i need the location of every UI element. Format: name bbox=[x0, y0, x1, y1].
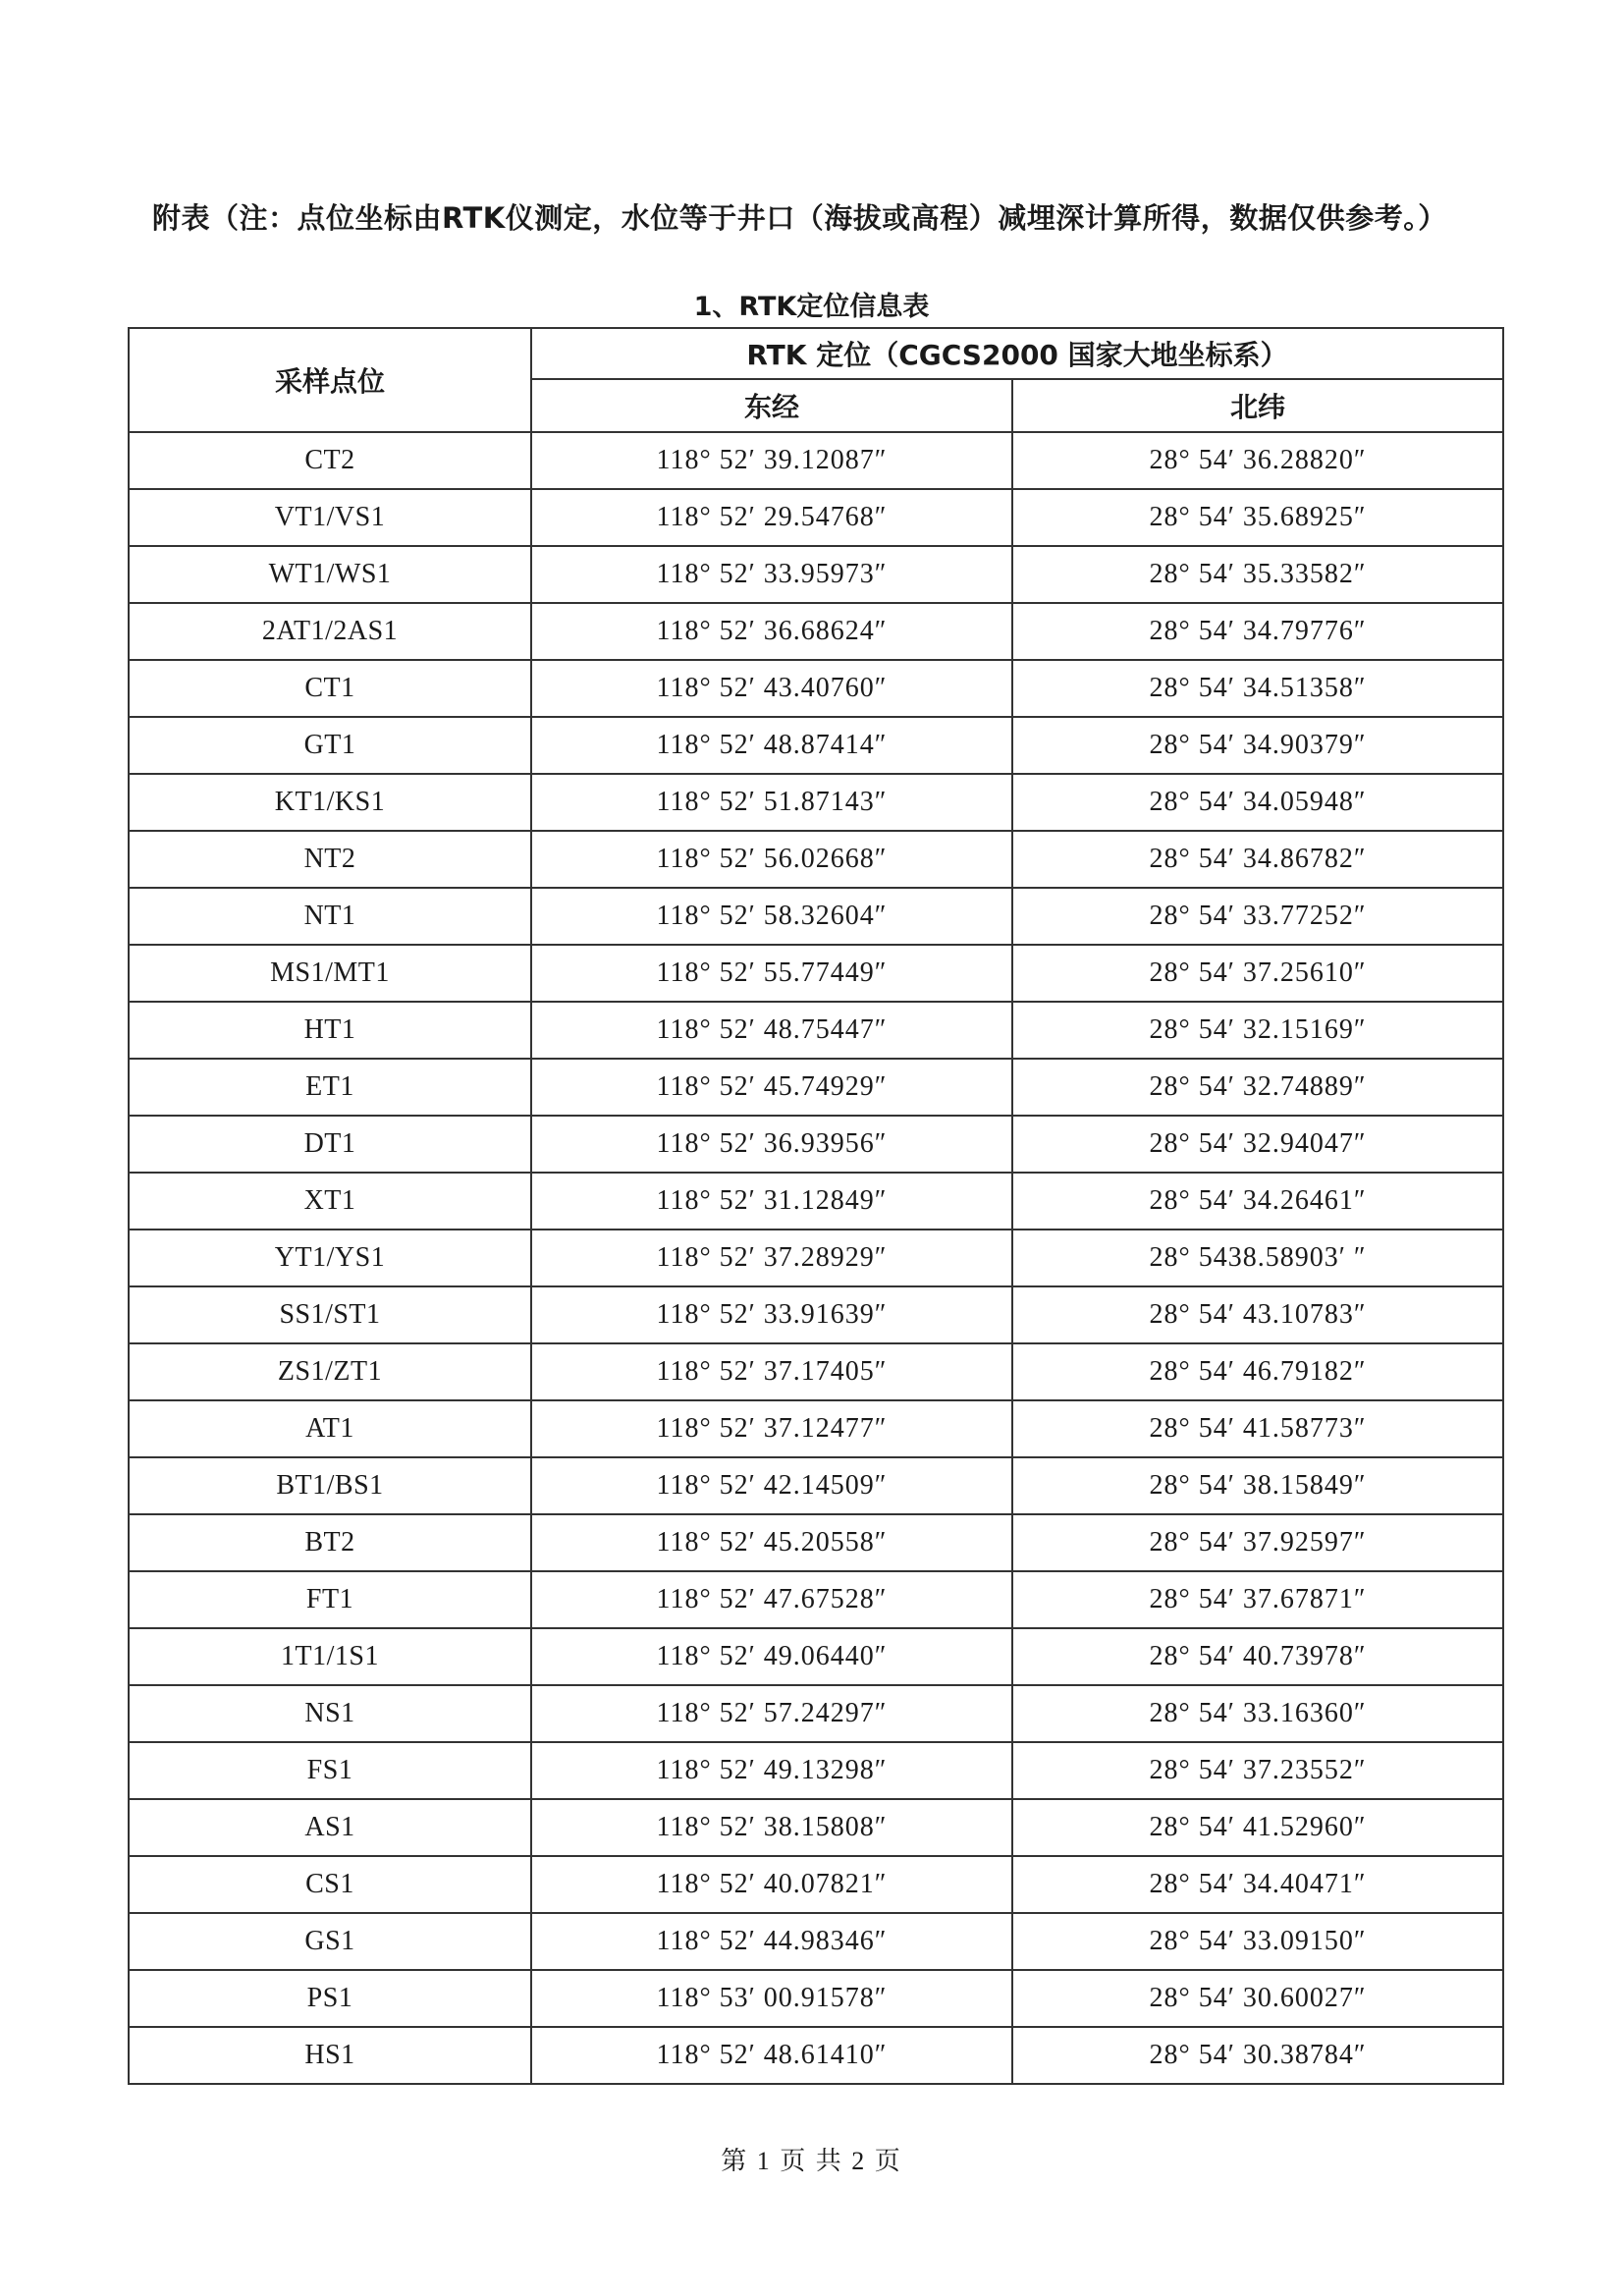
point-cell: NT2 bbox=[129, 831, 531, 888]
table-row bbox=[129, 831, 1503, 888]
table-row bbox=[129, 1002, 1503, 1059]
table-row bbox=[129, 1913, 1503, 1970]
point-cell: BT2 bbox=[129, 1514, 531, 1571]
north-latitude-cell: 28° 54′ 43.10783″ bbox=[1012, 1286, 1503, 1343]
point-cell: CT1 bbox=[129, 660, 531, 717]
north-latitude-cell: 28° 54′ 32.94047″ bbox=[1012, 1116, 1503, 1173]
point-cell: MS1/MT1 bbox=[129, 945, 531, 1002]
east-longitude-cell: 118° 52′ 58.32604″ bbox=[531, 888, 1012, 945]
north-latitude-cell: 28° 54′ 46.79182″ bbox=[1012, 1343, 1503, 1400]
table-row bbox=[129, 888, 1503, 945]
north-latitude-cell: 28° 54′ 37.23552″ bbox=[1012, 1742, 1503, 1799]
north-latitude-cell: 28° 54′ 34.79776″ bbox=[1012, 603, 1503, 660]
point-cell: NT1 bbox=[129, 888, 531, 945]
north-latitude-cell: 28° 54′ 41.52960″ bbox=[1012, 1799, 1503, 1856]
table-row bbox=[129, 1230, 1503, 1286]
east-longitude-cell: 118° 52′ 37.12477″ bbox=[531, 1400, 1012, 1457]
north-latitude-cell: 28° 54′ 36.28820″ bbox=[1012, 432, 1503, 489]
point-cell: HS1 bbox=[129, 2027, 531, 2084]
point-cell: KT1/KS1 bbox=[129, 774, 531, 831]
table-header-row bbox=[129, 328, 1503, 379]
table-row bbox=[129, 774, 1503, 831]
north-latitude-cell: 28° 54′ 30.60027″ bbox=[1012, 1970, 1503, 2027]
east-longitude-cell: 118° 52′ 37.28929″ bbox=[531, 1230, 1012, 1286]
page-footer: 第 1 页 共 2 页 bbox=[721, 2147, 902, 2175]
east-longitude-cell: 118° 52′ 49.06440″ bbox=[531, 1628, 1012, 1685]
point-cell: DT1 bbox=[129, 1116, 531, 1173]
north-latitude-cell: 28° 54′ 34.05948″ bbox=[1012, 774, 1503, 831]
east-longitude-cell: 118° 52′ 57.24297″ bbox=[531, 1685, 1012, 1742]
point-cell: WT1/WS1 bbox=[129, 546, 531, 603]
east-longitude-cell: 118° 52′ 47.67528″ bbox=[531, 1571, 1012, 1628]
header-rtk: RTK 定位（CGCS2000 国家大地坐标系） bbox=[531, 328, 1503, 379]
north-latitude-cell: 28° 54′ 40.73978″ bbox=[1012, 1628, 1503, 1685]
point-cell: 1T1/1S1 bbox=[129, 1628, 531, 1685]
east-longitude-cell: 118° 52′ 33.91639″ bbox=[531, 1286, 1012, 1343]
point-cell: FS1 bbox=[129, 1742, 531, 1799]
north-latitude-cell: 28° 54′ 33.77252″ bbox=[1012, 888, 1503, 945]
point-cell: SS1/ST1 bbox=[129, 1286, 531, 1343]
point-cell: CS1 bbox=[129, 1856, 531, 1913]
table-row bbox=[129, 1856, 1503, 1913]
table-row bbox=[129, 1173, 1503, 1230]
east-longitude-cell: 118° 52′ 48.61410″ bbox=[531, 2027, 1012, 2084]
north-latitude-cell: 28° 54′ 32.74889″ bbox=[1012, 1059, 1503, 1116]
point-cell: XT1 bbox=[129, 1173, 531, 1230]
table-row bbox=[129, 1400, 1503, 1457]
header-north: 北纬 bbox=[1012, 379, 1503, 432]
table-row bbox=[129, 1571, 1503, 1628]
table-row bbox=[129, 1343, 1503, 1400]
east-longitude-cell: 118° 52′ 44.98346″ bbox=[531, 1913, 1012, 1970]
east-longitude-cell: 118° 52′ 40.07821″ bbox=[531, 1856, 1012, 1913]
rtk-table bbox=[128, 327, 1504, 2085]
north-latitude-cell: 28° 54′ 34.90379″ bbox=[1012, 717, 1503, 774]
table-row bbox=[129, 1116, 1503, 1173]
north-latitude-cell: 28° 54′ 37.67871″ bbox=[1012, 1571, 1503, 1628]
table-row bbox=[129, 660, 1503, 717]
north-latitude-cell: 28° 54′ 38.15849″ bbox=[1012, 1457, 1503, 1514]
point-cell: HT1 bbox=[129, 1002, 531, 1059]
table-row bbox=[129, 546, 1503, 603]
point-cell: YT1/YS1 bbox=[129, 1230, 531, 1286]
table-row bbox=[129, 489, 1503, 546]
east-longitude-cell: 118° 52′ 45.20558″ bbox=[531, 1514, 1012, 1571]
east-longitude-cell: 118° 52′ 56.02668″ bbox=[531, 831, 1012, 888]
east-longitude-cell: 118° 52′ 49.13298″ bbox=[531, 1742, 1012, 1799]
point-cell: CT2 bbox=[129, 432, 531, 489]
north-latitude-cell: 28° 54′ 34.51358″ bbox=[1012, 660, 1503, 717]
north-latitude-cell: 28° 54′ 33.09150″ bbox=[1012, 1913, 1503, 1970]
east-longitude-cell: 118° 52′ 29.54768″ bbox=[531, 489, 1012, 546]
table-row bbox=[129, 1970, 1503, 2027]
point-cell: AT1 bbox=[129, 1400, 531, 1457]
point-cell: GS1 bbox=[129, 1913, 531, 1970]
east-longitude-cell: 118° 52′ 42.14509″ bbox=[531, 1457, 1012, 1514]
table-row bbox=[129, 717, 1503, 774]
north-latitude-cell: 28° 54′ 34.86782″ bbox=[1012, 831, 1503, 888]
east-longitude-cell: 118° 52′ 51.87143″ bbox=[531, 774, 1012, 831]
table-row bbox=[129, 1457, 1503, 1514]
point-cell: NS1 bbox=[129, 1685, 531, 1742]
table-row bbox=[129, 1799, 1503, 1856]
east-longitude-cell: 118° 52′ 48.87414″ bbox=[531, 717, 1012, 774]
point-cell: VT1/VS1 bbox=[129, 489, 531, 546]
east-longitude-cell: 118° 53′ 00.91578″ bbox=[531, 1970, 1012, 2027]
east-longitude-cell: 118° 52′ 37.17405″ bbox=[531, 1343, 1012, 1400]
east-longitude-cell: 118° 52′ 48.75447″ bbox=[531, 1002, 1012, 1059]
north-latitude-cell: 28° 54′ 35.68925″ bbox=[1012, 489, 1503, 546]
appendix-note: 附表（注：点位坐标由RTK仪测定，水位等于井口（海拔或高程）减埋深计算所得，数据仅供参考。） bbox=[152, 201, 1447, 235]
table-row bbox=[129, 1628, 1503, 1685]
north-latitude-cell: 28° 5438.58903′ ″ bbox=[1012, 1230, 1503, 1286]
table-row bbox=[129, 1742, 1503, 1799]
east-longitude-cell: 118° 52′ 55.77449″ bbox=[531, 945, 1012, 1002]
east-longitude-cell: 118° 52′ 36.68624″ bbox=[531, 603, 1012, 660]
header-point: 采样点位 bbox=[129, 328, 531, 432]
table-row bbox=[129, 1685, 1503, 1742]
north-latitude-cell: 28° 54′ 32.15169″ bbox=[1012, 1002, 1503, 1059]
east-longitude-cell: 118° 52′ 33.95973″ bbox=[531, 546, 1012, 603]
east-longitude-cell: 118° 52′ 45.74929″ bbox=[531, 1059, 1012, 1116]
table-row bbox=[129, 2027, 1503, 2084]
east-longitude-cell: 118° 52′ 36.93956″ bbox=[531, 1116, 1012, 1173]
north-latitude-cell: 28° 54′ 30.38784″ bbox=[1012, 2027, 1503, 2084]
table-row bbox=[129, 1514, 1503, 1571]
north-latitude-cell: 28° 54′ 37.25610″ bbox=[1012, 945, 1503, 1002]
point-cell: ET1 bbox=[129, 1059, 531, 1116]
header-east: 东经 bbox=[531, 379, 1012, 432]
north-latitude-cell: 28° 54′ 33.16360″ bbox=[1012, 1685, 1503, 1742]
table-row bbox=[129, 1059, 1503, 1116]
east-longitude-cell: 118° 52′ 31.12849″ bbox=[531, 1173, 1012, 1230]
north-latitude-cell: 28° 54′ 34.26461″ bbox=[1012, 1173, 1503, 1230]
point-cell: PS1 bbox=[129, 1970, 531, 2027]
table-row bbox=[129, 945, 1503, 1002]
point-cell: 2AT1/2AS1 bbox=[129, 603, 531, 660]
point-cell: AS1 bbox=[129, 1799, 531, 1856]
north-latitude-cell: 28° 54′ 41.58773″ bbox=[1012, 1400, 1503, 1457]
point-cell: ZS1/ZT1 bbox=[129, 1343, 531, 1400]
table-row bbox=[129, 432, 1503, 489]
point-cell: BT1/BS1 bbox=[129, 1457, 531, 1514]
point-cell: GT1 bbox=[129, 717, 531, 774]
east-longitude-cell: 118° 52′ 38.15808″ bbox=[531, 1799, 1012, 1856]
north-latitude-cell: 28° 54′ 37.92597″ bbox=[1012, 1514, 1503, 1571]
east-longitude-cell: 118° 52′ 43.40760″ bbox=[531, 660, 1012, 717]
table-row bbox=[129, 603, 1503, 660]
north-latitude-cell: 28° 54′ 34.40471″ bbox=[1012, 1856, 1503, 1913]
table-title: 1、RTK定位信息表 bbox=[693, 292, 930, 322]
table-body bbox=[129, 432, 1503, 2084]
point-cell: FT1 bbox=[129, 1571, 531, 1628]
table-row bbox=[129, 1286, 1503, 1343]
east-longitude-cell: 118° 52′ 39.12087″ bbox=[531, 432, 1012, 489]
north-latitude-cell: 28° 54′ 35.33582″ bbox=[1012, 546, 1503, 603]
